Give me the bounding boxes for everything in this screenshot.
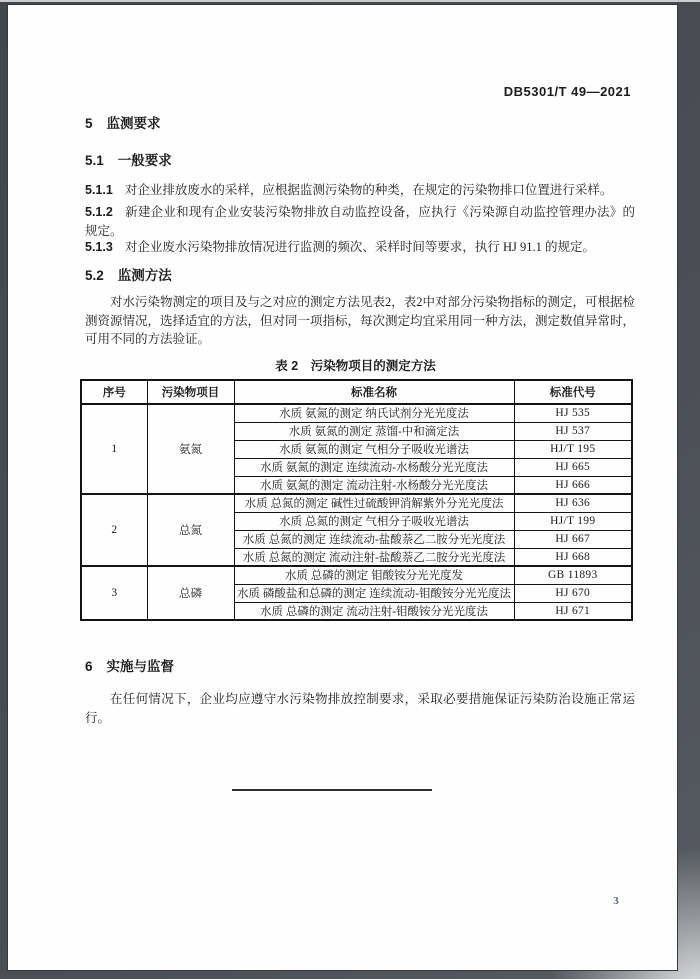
section-5-2-title: 监测方法 bbox=[117, 268, 172, 283]
doc-code: DB5301/T 49—2021 bbox=[503, 84, 631, 99]
table-row bbox=[81, 494, 632, 512]
cell-standard-name: 水质 氨氮的测定 蒸馏-中和滴定法 bbox=[234, 422, 514, 440]
cell-seq: 2 bbox=[81, 494, 147, 566]
header-cell-standard-name: 标准名称 bbox=[234, 380, 514, 404]
section-5-1-heading bbox=[85, 149, 631, 169]
table-caption: 表 2 污染物项目的测定方法 bbox=[275, 359, 436, 373]
cell-standard-name: 水质 总磷的测定 钼酸铵分光光度发 bbox=[234, 566, 514, 584]
section-6-heading bbox=[85, 655, 631, 675]
cell-pollutant: 总氮 bbox=[147, 494, 234, 566]
cell-standard-code: HJ/T 195 bbox=[514, 440, 632, 458]
section-5-2-heading bbox=[85, 264, 631, 284]
clause-5-1-3-text: 对企业废水污染物排放情况进行监测的频次、采样时间等要求，执行 HJ 91.1 的规定。 bbox=[124, 240, 595, 254]
section-5-1-number: 5.1 bbox=[85, 153, 104, 168]
header-cell-pollutant: 污染物项目 bbox=[147, 380, 234, 404]
section-5-2-number: 5.2 bbox=[85, 268, 104, 283]
document-page bbox=[8, 5, 677, 970]
cell-pollutant: 总磷 bbox=[147, 566, 234, 620]
cell-standard-name: 水质 总氮的测定 连续流动-盐酸萘乙二胺分光光度法 bbox=[234, 530, 514, 548]
table-header-row bbox=[81, 380, 632, 404]
section-5-1-title: 一般要求 bbox=[117, 153, 172, 168]
page-number: 3 bbox=[613, 895, 619, 907]
cell-seq: 3 bbox=[81, 566, 147, 620]
header-cell-seq: 序号 bbox=[81, 380, 147, 404]
cell-standard-name: 水质 氨氮的测定 纳氏试剂分光光度法 bbox=[234, 404, 514, 422]
cell-standard-code: HJ 666 bbox=[514, 476, 632, 494]
cell-standard-code: HJ 665 bbox=[514, 458, 632, 476]
table-row bbox=[81, 404, 632, 422]
paragraph-6: 在任何情况下，企业均应遵守水污染物排放控制要求，采取必要措施保证污染防治设施正常运行。 bbox=[85, 692, 635, 725]
section-6-title: 实施与监督 bbox=[106, 659, 175, 674]
clause-5-1-1-number: 5.1.1 bbox=[85, 183, 113, 197]
cell-pollutant: 氨氮 bbox=[147, 404, 234, 494]
cell-standard-code: HJ 670 bbox=[514, 584, 632, 602]
cell-standard-code: HJ 535 bbox=[514, 404, 632, 422]
cell-standard-code: HJ 636 bbox=[514, 494, 632, 512]
cell-standard-name: 水质 氨氮的测定 流动注射-水杨酸分光光度法 bbox=[234, 476, 514, 494]
table-row bbox=[81, 566, 632, 584]
section-5-title: 监测要求 bbox=[106, 116, 161, 131]
measurement-methods-table bbox=[80, 379, 633, 621]
clause-5-1-1 bbox=[85, 181, 635, 200]
cell-standard-code: HJ 668 bbox=[514, 548, 632, 566]
section-6-number: 6 bbox=[85, 659, 93, 674]
paragraph-5-2: 对水污染物测定的项目及与之对应的测定方法见表2，表2中对部分污染物指标的测定，可根据检测资源情况，选择适宜的方法，但对同一项指标，每次测定均宜采用同一种方法，测定数值异常时，可用不同的方法验证。 bbox=[85, 295, 636, 346]
cell-standard-name: 水质 氨氮的测定 连续流动-水杨酸分光光度法 bbox=[234, 458, 514, 476]
header-cell-standard-code: 标准代号 bbox=[514, 380, 632, 404]
cell-standard-code: HJ 671 bbox=[514, 602, 632, 620]
cell-standard-code: HJ 537 bbox=[514, 422, 632, 440]
cell-standard-code: HJ 667 bbox=[514, 530, 632, 548]
cell-standard-name: 水质 总氮的测定 流动注射-盐酸萘乙二胺分光光度法 bbox=[234, 548, 514, 566]
cell-standard-name: 水质 氨氮的测定 气相分子吸收光谱法 bbox=[234, 440, 514, 458]
cell-standard-name: 水质 总氮的测定 气相分子吸收光谱法 bbox=[234, 512, 514, 530]
cell-standard-name: 水质 总磷的测定 流动注射-钼酸铵分光光度法 bbox=[234, 602, 514, 620]
clause-5-1-2-number: 5.1.2 bbox=[85, 205, 113, 219]
cell-standard-code: GB 11893 bbox=[514, 566, 632, 584]
cell-standard-name: 水质 磷酸盐和总磷的测定 连续流动-钼酸铵分光光度法 bbox=[234, 584, 514, 602]
cell-standard-name: 水质 总氮的测定 碱性过硫酸钾消解紫外分光光度法 bbox=[234, 494, 514, 512]
clause-5-1-3 bbox=[85, 238, 635, 257]
clause-5-1-2 bbox=[85, 203, 635, 240]
clause-5-1-3-number: 5.1.3 bbox=[85, 240, 113, 254]
clause-5-1-1-text: 对企业排放废水的采样，应根据监测污染物的种类，在规定的污染物排口位置进行采样。 bbox=[124, 183, 613, 197]
cell-standard-code: HJ/T 199 bbox=[514, 512, 632, 530]
section-5-heading bbox=[85, 112, 631, 132]
end-divider-line bbox=[232, 789, 432, 791]
cell-seq: 1 bbox=[81, 404, 147, 494]
clause-5-1-2-text: 新建企业和现有企业安装污染物排放自动监控设备，应执行《污染源自动监控管理办法》的规定。 bbox=[85, 205, 635, 238]
section-5-number: 5 bbox=[85, 116, 93, 131]
